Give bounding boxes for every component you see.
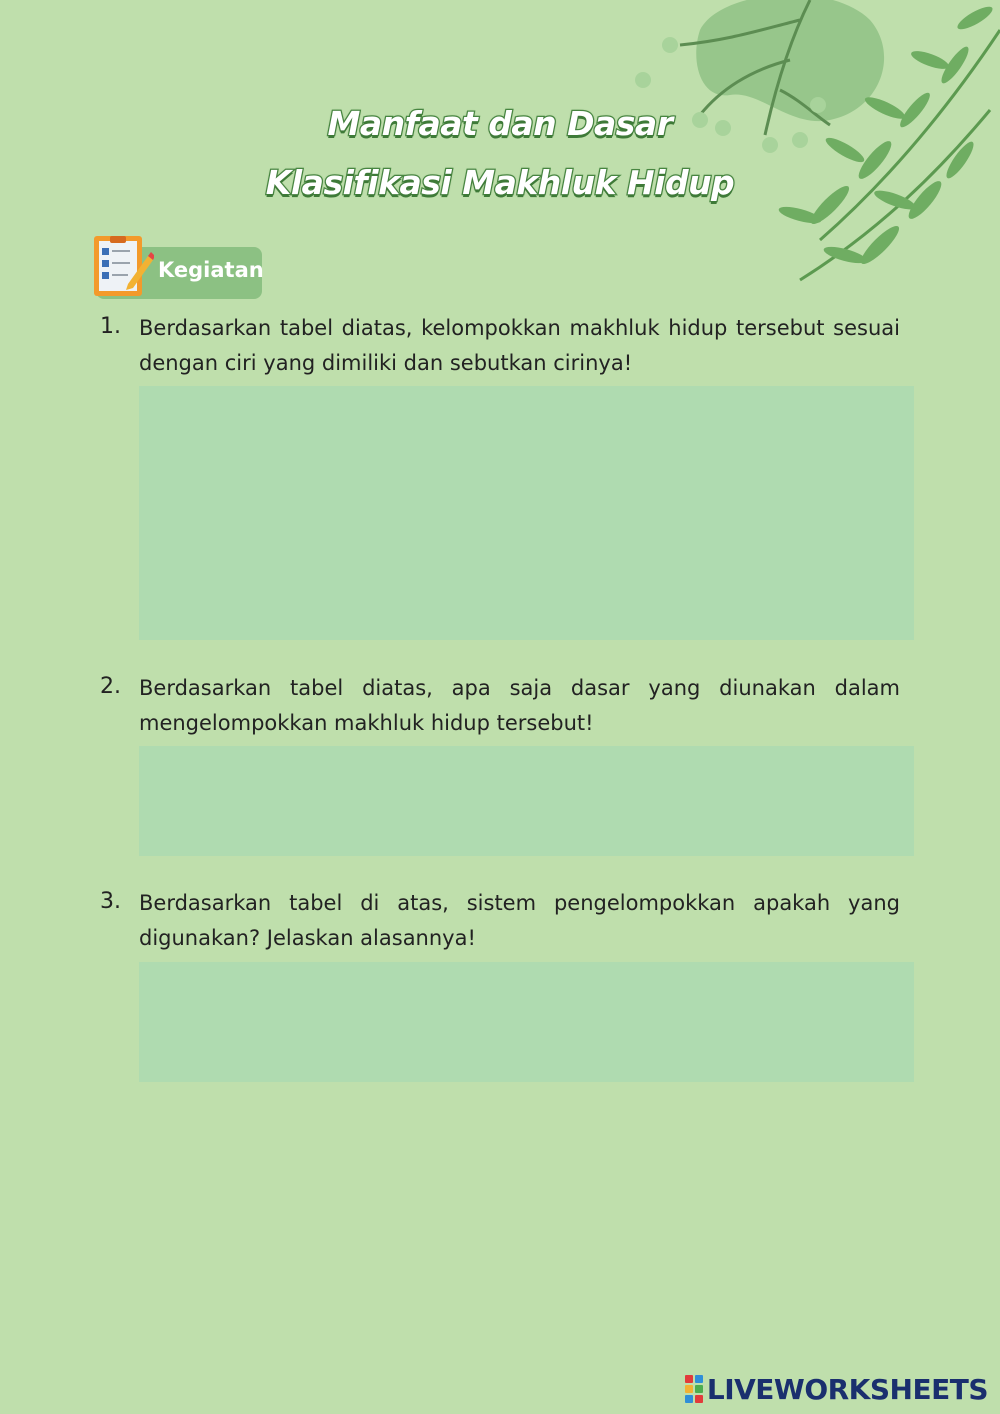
question-number: 1. (100, 314, 121, 339)
liveworksheets-logo (685, 1372, 988, 1406)
logo-grid-icon (685, 1375, 703, 1403)
worksheet-title-line1: Manfaat dan Dasar (327, 104, 673, 143)
answer-field-1[interactable] (139, 386, 914, 640)
checklist-icon (90, 234, 154, 300)
brand-text: LIVEWORKSHEETS (706, 1372, 988, 1406)
answer-field-2[interactable] (139, 746, 914, 856)
question-text: Berdasarkan tabel diatas, kelompokkan makhluk hidup tersebut sesuai dengan ciri yang dimiliki dan sebutkan cirinya! (139, 316, 900, 375)
answer-field-3[interactable] (139, 962, 914, 1082)
section-label: Kegiatan (158, 258, 264, 282)
question-number: 3. (100, 889, 121, 914)
worksheet-title-line2: Klasifikasi Makhluk Hidup (265, 163, 735, 202)
question-text: Berdasarkan tabel diatas, apa saja dasar yang diunakan dalam mengelompokkan makhluk hidup tersebut! (139, 676, 900, 735)
question-text: Berdasarkan tabel di atas, sistem pengelompokkan apakah yang digunakan? Jelaskan alasannya! (139, 891, 900, 950)
question-number: 2. (100, 674, 121, 699)
